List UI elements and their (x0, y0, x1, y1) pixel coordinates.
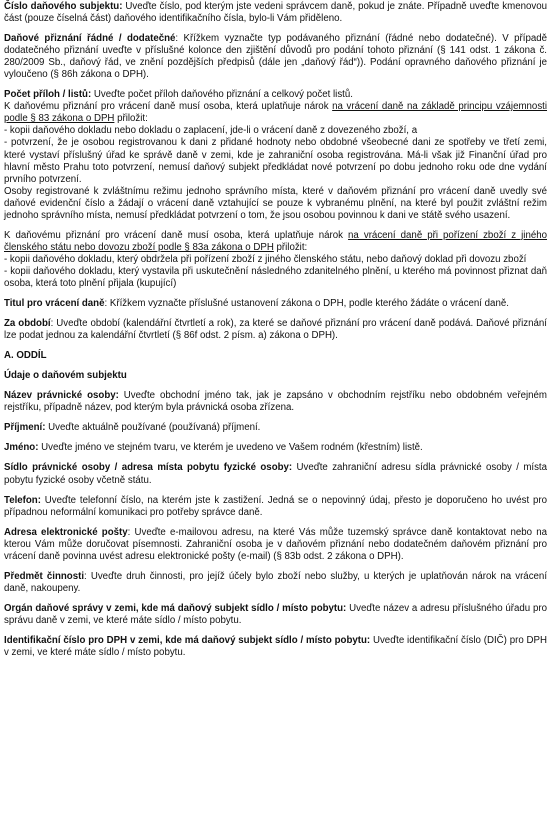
paragraph-text: Uveďte zahraniční adresu sídla právnické osoby / místa pobytu fyzické osoby včetně státu. (4, 462, 548, 486)
subheading-udaje (4, 370, 547, 382)
paragraph-label: Titul pro vrácení daně (4, 298, 105, 310)
paragraph-text: Uveďte telefonní číslo, na kterém jste k zastižení. Jedná se o nepovinný údaj, přesto je doporučeno ho uvést pro případnou neformální komunikaci pro potřeby správce daně. (4, 494, 547, 518)
paragraph-label: Identifikační číslo pro DPH v zemi, kde má daňový subjekt sídlo / místo pobytu: (4, 634, 371, 646)
paragraph-predmet (4, 571, 547, 595)
paragraph-label: Název právnické osoby: (4, 390, 119, 402)
paragraph-priznani (4, 33, 547, 81)
paragraph-label: Jméno: (4, 442, 39, 454)
paragraph-text: : Uveďte druh činnosti, pro jejíž účely bylo zboží nebo služby, u kterých je uplatňován nárok na vrácení daně, nakoupeny. (4, 570, 548, 594)
paragraph-text: Uveďte číslo, pod kterým jste vedeni správcem daně, pokud je znáte. Případně uveďte kmenovou část (pouze číselná část) daňového identifikačního čísla, bylo-li Vám přiděleno. (4, 1, 547, 25)
paragraph-label: Příjmení: (4, 422, 46, 434)
paragraph-titul (4, 298, 547, 310)
paragraph-text: : Křížkem vyznačte typ podávaného přiznání (řádné nebo dodatečné). V případě dodatečného přiznání uveďte v příslušné kolonce den zjištění důvodů pro podání tohoto přiznání (§ 141 odst. 1 zákona č. 280/2009 Sb., daňový řád, ve znění pozdějších předpisů (dále jen „daňový řád“)). Podání opravného daňového přiznání je vyloučeno (§ 86h zákona o DPH). (4, 33, 547, 81)
paragraph-text: K daňovému přiznání pro vrácení daně musí osoba, která uplatňuje nárok (4, 101, 333, 113)
paragraph-text: - kopii daňového dokladu nebo dokladu o zaplacení, jde-li o vrácení daně z dovezeného zboží, a (4, 125, 418, 137)
paragraph-text: : Křížkem vyznačte příslušné ustanovení zákona o DPH, podle kterého žádáte o vrácení daně. (104, 298, 509, 310)
paragraph-text: - kopii daňového dokladu, který vystavila při uskutečnění následného zdanitelného plnění, u kterého má povinnost přiznat daň osoba, která toto plnění přijala (kupující) (4, 265, 547, 289)
paragraph-nazev (4, 390, 547, 414)
paragraph-dic (4, 635, 547, 659)
paragraph-label: Sídlo právnické osoby / adresa místa pobytu fyzické osoby: (4, 462, 293, 474)
paragraph-label: Orgán daňové správy v zemi, kde má daňový subjekt sídlo / místo pobytu: (4, 602, 347, 614)
paragraph-label: Telefon: (4, 494, 41, 506)
paragraph-adresa (4, 527, 547, 563)
paragraph-label: Údaje o daňovém subjektu (4, 370, 127, 382)
paragraph-obdobi (4, 318, 547, 342)
paragraph-text: přiložit: (273, 241, 308, 253)
paragraph-jmeno (4, 442, 547, 454)
list-item-reciprocity-2 (4, 137, 547, 185)
paragraph-label: Adresa elektronické pošty (4, 526, 128, 538)
paragraph-text: K daňovému přiznání pro vrácení daně musí osoba, která uplatňuje nárok (4, 229, 349, 241)
paragraph-organ (4, 603, 547, 627)
paragraph-eu-intro (4, 230, 547, 254)
paragraph-text: přiložit: (114, 113, 148, 125)
paragraph-one-stop-shop (4, 186, 547, 222)
paragraph-reciprocity-intro (4, 101, 547, 125)
paragraph-text: - potvrzení, že je osobou registrovanou k dani z přidané hodnoty nebo obdobné všeobecné dani ze spotřeby ve třetí zemi, které vystaví příslušný úřad ke správě daně v zemi, kde je zahraniční osoba registrována. Má-li však již Finanční úřad pro hlavní město Prahu toto potvrzení, nemusí daňový subjekt předkládat nové potvrzení po dobu jednoho roku ode dne vydání prvního potvrzení. (4, 137, 547, 185)
paragraph-telefon (4, 495, 547, 519)
paragraph-label: Předmět činnosti (4, 570, 85, 582)
paragraph-label: Za období (4, 318, 51, 330)
paragraph-text: Uveďte aktuálně používané (používaná) příjmení. (45, 422, 261, 434)
paragraph-label: Číslo daňového subjektu: (4, 1, 123, 12)
paragraph-label: Daňové přiznání řádné / dodatečné (4, 33, 176, 45)
paragraph-underlined-text: na vrácení daně při pořízení zboží z jiného členského státu nebo dovozu zboží podle § 83a zákona o DPH (4, 229, 548, 253)
paragraph-text: Osoby registrované k zvláštnímu režimu jednoho správního místa, které v daňovém přiznání pro vrácení daně uvedly své daňové evidenční číslo a žádají o vrácení daně vztahující se pouze k vybranému plnění, na které byl použit zvláštní režim jednoho správního místa, nemusí předkládat potvrzení o tom, že jsou osobou povinnou k dani ve státě svého usazení. (4, 185, 547, 221)
section-heading-oddil (4, 350, 547, 362)
paragraph-text: : Uveďte e-mailovou adresu, na které Vás může tuzemský správce daně kontaktovat nebo na kterou Vám může doručovat písemnosti. Zahraniční osoba je v daňovém přiznání nebo dodatečném daňovém přiznání pro vrácení daně povinna uvést adresu elektronické pošty (e-mail) (§ 83b odst. 2 zákona o DPH). (4, 526, 547, 562)
paragraph-text: Uveďte jméno ve stejném tvaru, ve kterém je uvedeno ve Vašem rodném (křestním) listě. (38, 442, 423, 454)
list-item-eu-2 (4, 266, 547, 290)
paragraph-cislo (4, 1, 547, 25)
paragraph-pocet (4, 89, 547, 101)
list-item-eu-1 (4, 254, 547, 266)
paragraph-text: - kopii daňového dokladu, který obdržela při pořízení zboží z jiného členského státu, nebo daňový doklad při dovozu zboží (4, 253, 527, 265)
paragraph-label: Počet příloh / listů: (4, 89, 92, 101)
paragraph-text: Uveďte identifikační číslo (DIČ) pro DPH v zemi, ve které máte sídlo / místo pobytu. (4, 634, 548, 659)
paragraph-sidlo (4, 462, 547, 486)
paragraph-text: Uveďte název a adresu příslušného úřadu pro správu daně v zemi, ve které máte sídlo / místo pobytu. (4, 602, 548, 626)
paragraph-text: : Uveďte období (kalendářní čtvrtletí a rok), za které se daňové přiznání pro vrácení daně podává. Daňové přiznání lze podat jednou za kalendářní čtvrtletí (§ 86f odst. 2 písm. a) zákona o DPH). (4, 318, 547, 342)
list-item-reciprocity-1 (4, 125, 547, 137)
paragraph-underlined-text: na vrácení daně na základě principu vzájemnosti podle § 83 zákona o DPH (4, 101, 548, 125)
paragraph-label: A. ODDÍL (4, 350, 47, 362)
paragraph-prijmeni (4, 422, 547, 434)
paragraph-text: Uveďte obchodní jméno tak, jak je zapsáno v obchodním rejstříku nebo obdobném veřejném rejstříku, případně název, pod kterým byla právnická osoba zřízena. (4, 390, 547, 414)
paragraph-text: Uveďte počet příloh daňového přiznání a celkový počet listů. (91, 89, 353, 101)
